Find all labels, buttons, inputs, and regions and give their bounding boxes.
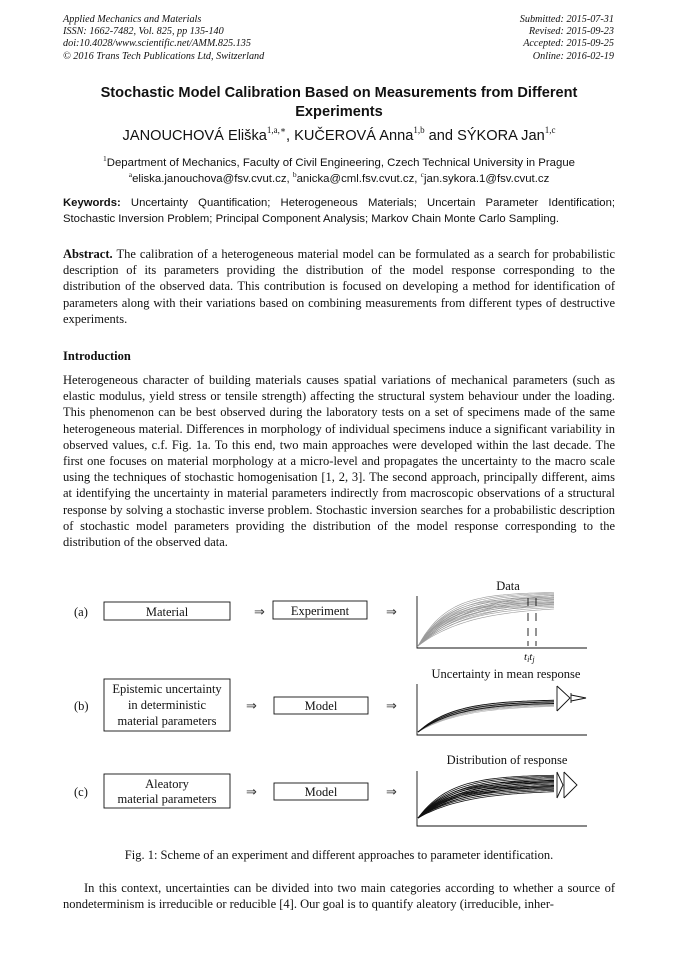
arrow: ⇒ <box>386 785 397 800</box>
keywords-label: Keywords: <box>63 197 121 209</box>
data-curves <box>418 593 554 647</box>
row-c-label: (c) <box>74 785 88 799</box>
date-revised: Revised: 2015-09-23 <box>528 26 614 38</box>
affiliation-text: Department of Mechanics, Faculty of Civil Engineering, Czech Technical University in Prague <box>106 157 576 169</box>
email-link: jan.sykora.1@fsv.cvut.cz <box>423 173 550 185</box>
email-sup: b <box>292 170 297 179</box>
figure-1 <box>60 572 595 840</box>
author-3-sup: 1,c <box>544 125 556 135</box>
author-2-sup: 1,b <box>413 125 425 135</box>
email-sup: a <box>128 170 133 179</box>
abstract <box>63 246 615 327</box>
arrow: ⇒ <box>246 699 257 714</box>
affiliation <box>63 155 615 187</box>
journal-name: Applied Mechanics and Materials <box>63 14 202 25</box>
distribution-plot-title: Distribution of response <box>446 753 568 767</box>
paper-title: Stochastic Model Calibration Based on Measurements from Different Experiments <box>100 85 578 120</box>
arrow: ⇒ <box>386 699 397 714</box>
abstract-text: The calibration of a heterogeneous material model can be formulated as a search for probabilistic description of its parameters providing the distribution of the model response corresponding to the distribution of the observed data. This contribution is focused on developing a method for identification of parameters along with their variations based on combining measurements from different types of destructive experiments. <box>63 247 615 326</box>
keywords <box>63 195 615 227</box>
measurement-ticks <box>528 598 536 646</box>
arrow: ⇒ <box>254 605 265 620</box>
author-separator: , <box>286 128 295 144</box>
author-1: JANOUCHOVÁ Eliška <box>122 128 267 144</box>
section-heading-introduction: Introduction <box>63 349 131 363</box>
response-distribution-curves <box>418 775 554 818</box>
model-box-b-label: Model <box>304 699 338 713</box>
affiliation-sup: 1 <box>102 154 107 163</box>
data-plot-title: Data <box>496 579 520 593</box>
journal-copyright: © 2016 Trans Tech Publications Ltd, Switzerland <box>63 50 265 62</box>
row-a-label: (a) <box>74 605 88 619</box>
response-distribution-marker <box>557 772 577 798</box>
epistemic-box-line3: material parameters <box>117 714 217 728</box>
journal-header <box>63 14 264 63</box>
author-1-sup: 1,a,∗ <box>266 125 287 135</box>
date-online: Online: 2016-02-19 <box>532 50 614 62</box>
model-box-c-label: Model <box>304 785 338 799</box>
author-3: SÝKORA Jan <box>457 128 545 144</box>
affiliation-line <box>63 155 615 171</box>
journal-doi: doi:10.4028/www.scientific.net/AMM.825.135 <box>63 38 251 50</box>
aleatory-box-line1: Aleatory <box>145 777 189 791</box>
introduction-paragraph: Heterogeneous character of building materials causes spatial variations of mechanical parameters (such as elastic modulus, yield stress or tensile strength) affecting the structural system behaviour under the loading. This phenomenon can be best observed during the laboratory tests on a set of specimens made of the same heterogeneous material. Differences in morphology of individual specimens induce a significant variability in observed values, c.f. Fig. 1a. To this end, two main approaches were developed within the last decade. The first one focuses on material morphology at a micro-level and propagates the uncertainty to the macro scale using the techniques of stochastic homogenisation [1, 2, 3]. The second approach, principally different, aims at identifying the uncertainty in material parameters indirectly from macroscopic observations of a structural response by solving a stochastic inverse problem. Stochastic inversion searches for a probabilistic description of stochastic model parameters providing the distribution of the model response corresponding to the distribution of the observed data. <box>63 373 615 550</box>
date-submitted: Submitted: 2015-07-31 <box>519 14 614 25</box>
aleatory-box-line2: material parameters <box>117 792 217 806</box>
mean-response-curves <box>418 700 554 732</box>
tick-label-ti: titj <box>524 651 535 664</box>
arrow: ⇒ <box>386 605 397 620</box>
abstract-label: Abstract. <box>63 247 113 261</box>
email-link: anicka@cml.fsv.cvut.cz, <box>296 173 421 185</box>
uncertainty-plot-title: Uncertainty in mean response <box>431 667 581 681</box>
arrow: ⇒ <box>246 785 257 800</box>
date-accepted: Accepted: 2015-09-25 <box>523 38 614 50</box>
author-2: KUČEROVÁ Anna <box>294 128 414 144</box>
email-sup: c <box>420 170 424 179</box>
author-separator: and <box>424 128 458 144</box>
author-list <box>63 127 615 145</box>
row-b-label: (b) <box>74 699 89 713</box>
journal-issn: ISSN: 1662-7482, Vol. 825, pp 135-140 <box>63 26 224 38</box>
experiment-box-label: Experiment <box>290 604 350 618</box>
mean-response-distribution <box>557 686 586 711</box>
epistemic-box-line1: Epistemic uncertainty <box>112 682 222 696</box>
epistemic-box-line2: in deterministic <box>127 698 207 712</box>
body-paragraph: In this context, uncertainties can be divided into two main categories according to whether a source of nondeterminism is irreducible or reducible [4]. Our goal is to quantify aleatory (irreducible, inher- <box>63 881 615 912</box>
dates-header <box>520 14 614 63</box>
keywords-text: Uncertainty Quantification; Heterogeneous Materials; Uncertain Parameter Identification; Stochastic Inversion Problem; Principal Component Analysis; Markov Chain Monte Carlo Sampling. <box>63 197 615 225</box>
material-box-label: Material <box>145 605 189 619</box>
email-line <box>63 171 615 187</box>
email-link: eliska.janouchova@fsv.cvut.cz, <box>132 173 293 185</box>
figure-caption: Fig. 1: Scheme of an experiment and different approaches to parameter identification. <box>124 848 554 862</box>
